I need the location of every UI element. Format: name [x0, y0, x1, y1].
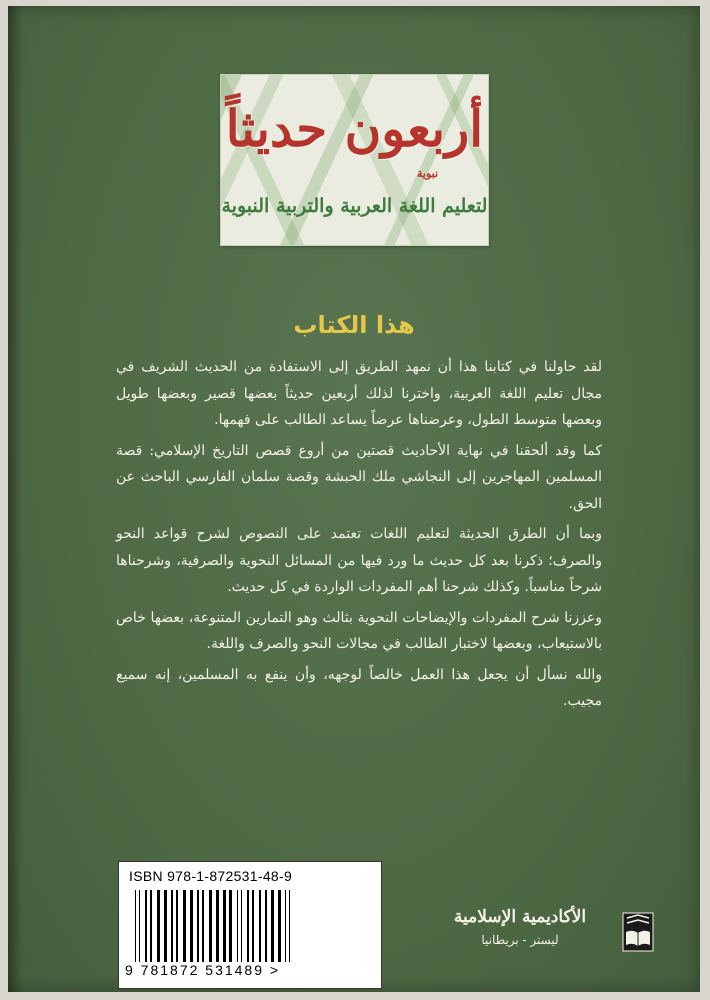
barcode-bar: [135, 890, 136, 962]
open-book-logo-icon: [622, 912, 654, 952]
back-cover: [8, 6, 700, 992]
paragraph: لقد حاولنا في كتابنا هذا أن نمهد الطريق إلى الاستفادة من الحديث الشريف في مجال تعليم اللغة العربية، واخترنا لذلك أربعين حديثاً بعضها قصير وبعضها طويل وبعضها متوسط الطول، وعرضناها عرضاً يساعد الطالب على فهمها.: [116, 359, 602, 428]
barcode-bar: [278, 890, 281, 962]
barcode-bar: [209, 890, 212, 962]
barcode-bar: [223, 890, 226, 962]
barcode-bar: [271, 890, 274, 962]
barcode-bar: [150, 890, 152, 962]
barcode-bar: [229, 890, 232, 962]
barcode-bar: [289, 890, 290, 962]
paragraph: وبما أن الطرق الحديثة لتعليم اللغات تعتمد على النصوص لشرح قواعد النحو والصرف؛ ذكرنا بعد كل حديث ما ورد فيها من المسائل النحوية والصرفية، وشرحناها شرحاً مناسباً. وكذلك شرحنا أهم المفردات الواردة في كل حديث.: [116, 526, 602, 595]
description-text: [116, 354, 602, 719]
barcode-bar: [171, 890, 173, 962]
barcode-box: [118, 861, 382, 989]
barcode-bar: [164, 890, 167, 962]
paragraph: كما وقد ألحقنا في نهاية الأحاديث قصتين من أروع قصص التاريخ الإسلامي: قصة المسلمين المهاجرين إلى النجاشي ملك الحبشة وقصة سلمان الفارسي الباحث عن الحق.: [116, 442, 602, 512]
barcode-digits: 9 781872 531489 >: [125, 962, 281, 978]
barcode-bar: [139, 890, 140, 962]
barcode-bar: [216, 890, 219, 962]
paragraph: وعززنا شرح المفردات والإيضاحات النحوية بثالث وهو التمارين المتنوعة، بعضها خاص بالاستيعاب، وبعضها لاختبار الطالب في مجالات النحو والصرف واللغة.: [116, 609, 602, 652]
barcode-bar: [285, 890, 286, 962]
barcode-bar: [259, 890, 261, 962]
isbn-label: ISBN 978-1-872531-48-9: [129, 868, 293, 884]
barcode-bar: [197, 890, 199, 962]
publisher-name: الأكاديمية الإسلامية: [453, 907, 587, 927]
title-panel: [220, 74, 489, 246]
barcode-bar: [202, 890, 204, 962]
barcode-bar: [190, 890, 193, 962]
barcode-bar: [176, 890, 178, 962]
barcode-bar: [241, 890, 242, 962]
book-title: أربعون حديثاً: [225, 99, 484, 158]
book-subtitle: لتعليم اللغة العربية والتربية النبوية: [221, 195, 488, 217]
barcode-bar: [183, 890, 186, 962]
title-small-label: نبوية: [417, 167, 439, 180]
section-heading: هذا الكتاب: [293, 311, 415, 339]
barcode-bar: [265, 890, 267, 962]
barcode-bar: [145, 890, 147, 962]
barcode-bar: [157, 890, 160, 962]
barcode-bar: [237, 890, 238, 962]
barcode-icon: [133, 890, 365, 962]
barcode-bar: [252, 890, 254, 962]
publisher-location: ليستر - بريطانيا: [481, 933, 559, 947]
spine-shadow: [8, 6, 22, 992]
barcode-bar: [247, 890, 249, 962]
paragraph: والله نسأل أن يجعل هذا العمل خالصاً لوجهه، وأن ينفع به المسلمين، إنه سميع مجيب.: [116, 666, 602, 709]
publisher-block: [420, 904, 620, 964]
